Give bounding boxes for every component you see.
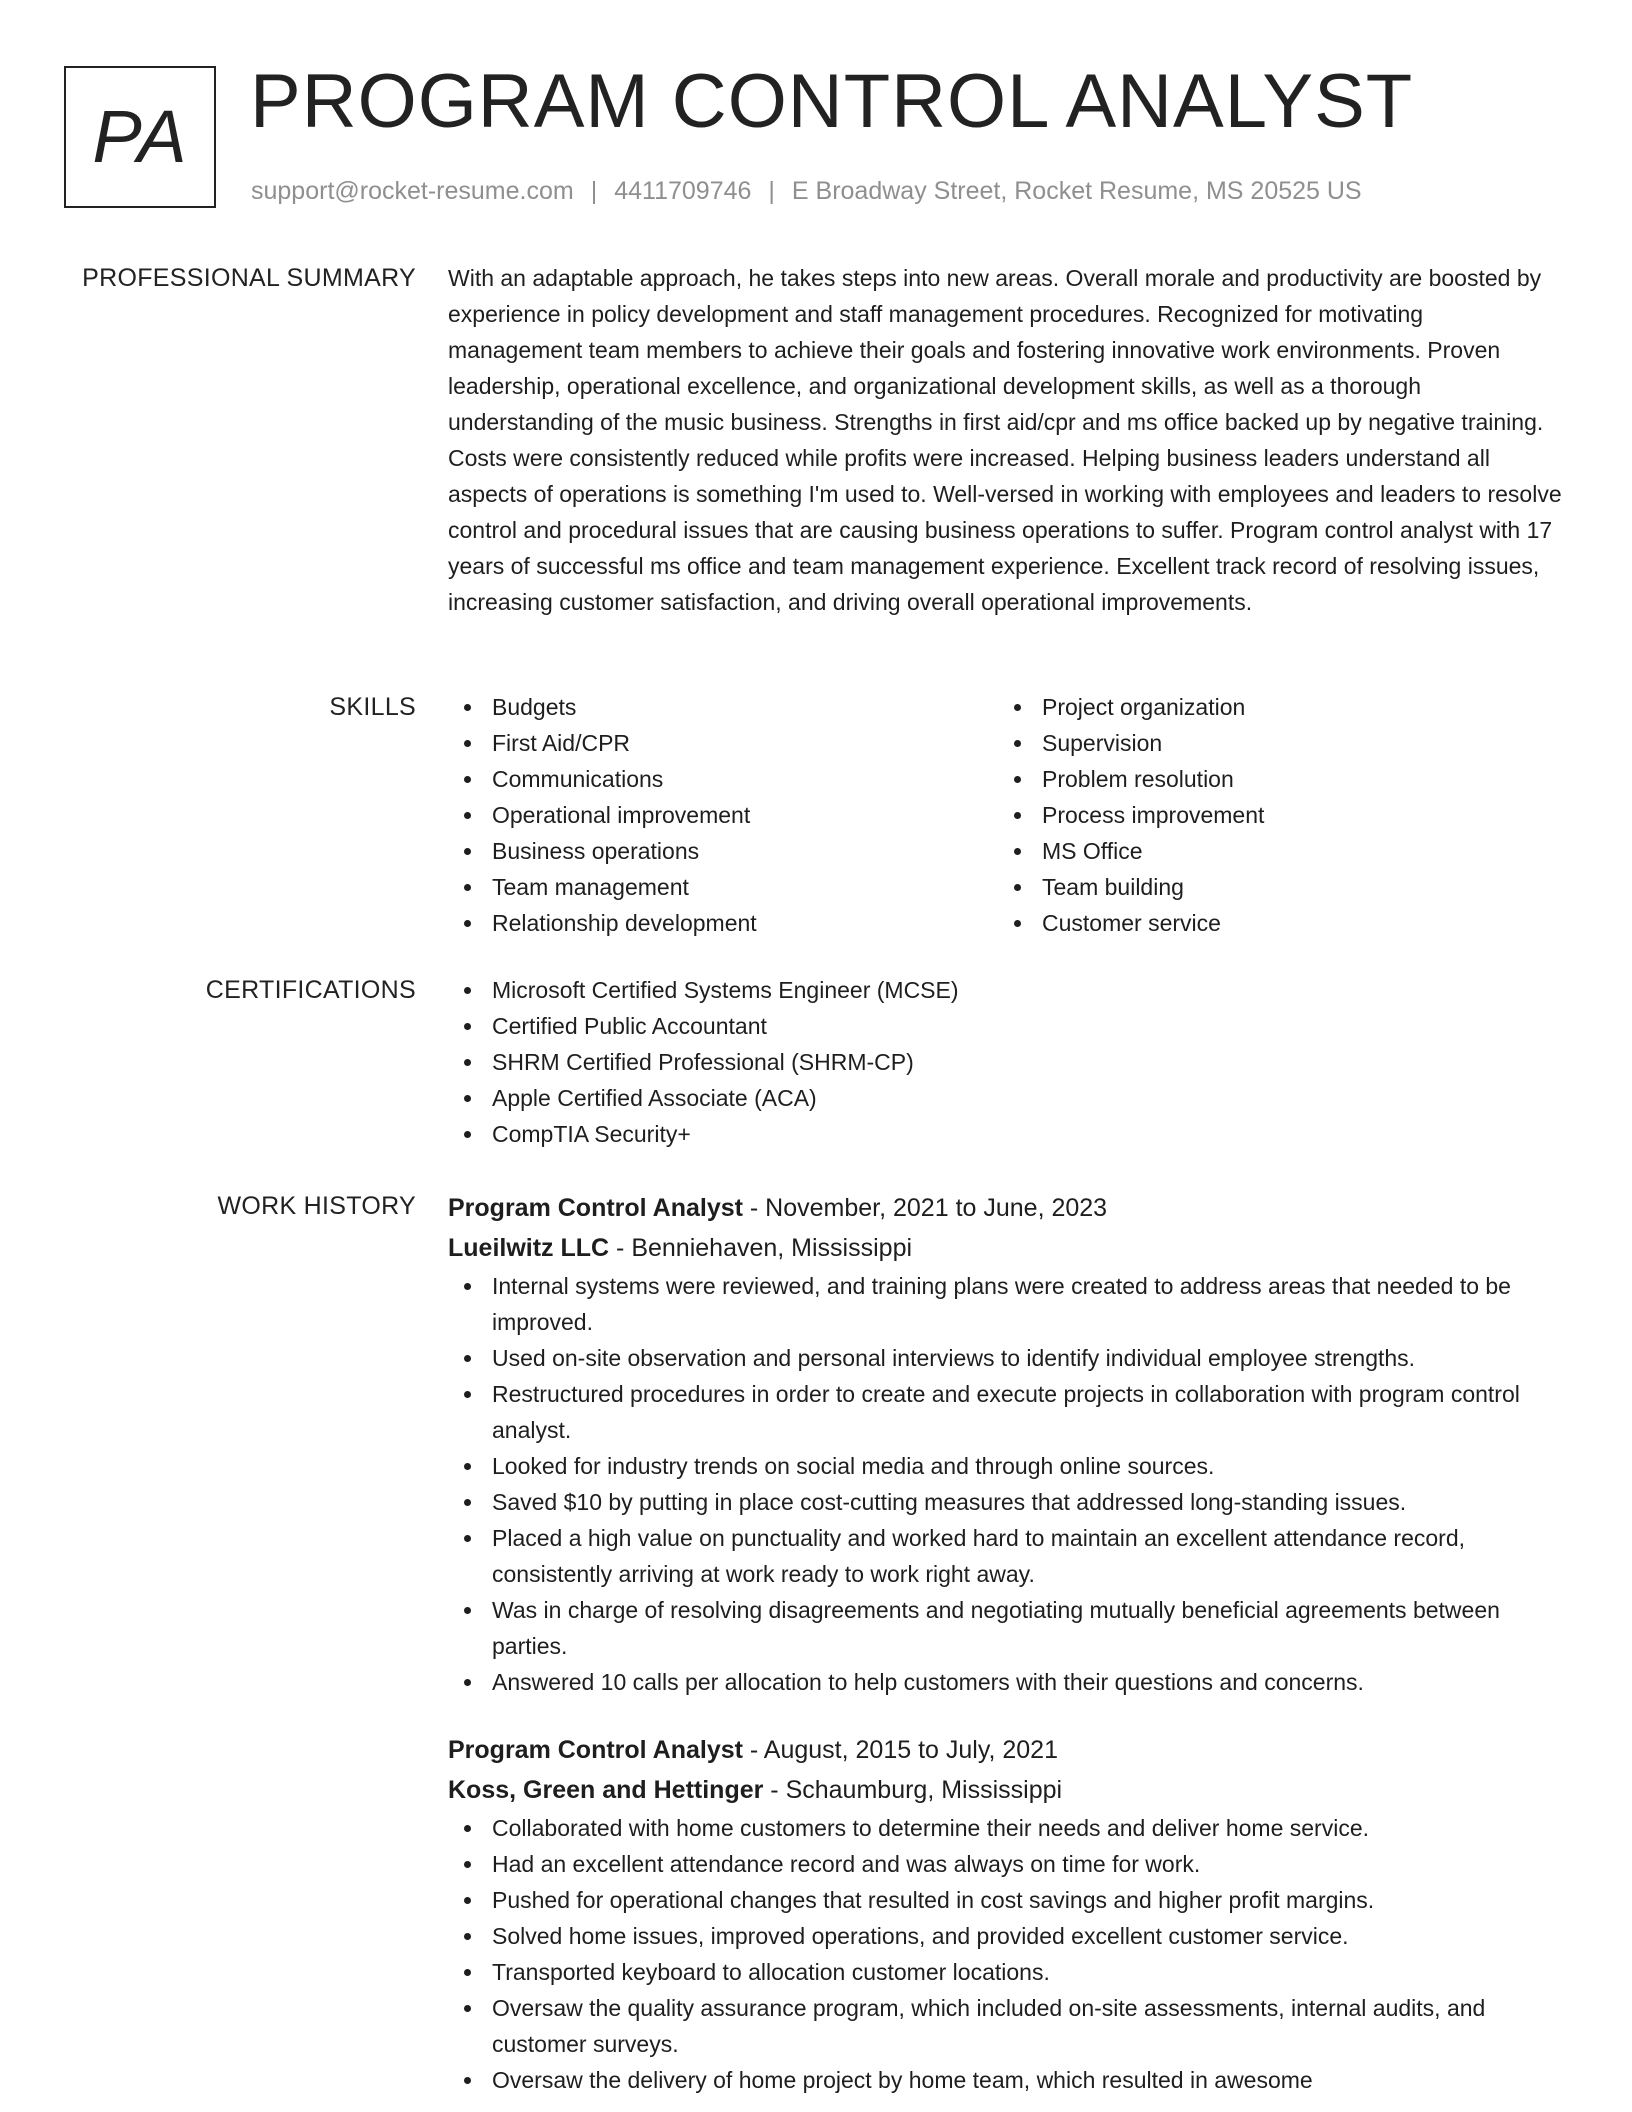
contact-line [251, 174, 1362, 208]
work-history-body [448, 1188, 1563, 2098]
job-role: Program Control Analyst [448, 1736, 743, 1764]
skill-item: Supervision [998, 725, 1548, 761]
skill-item: Project organization [998, 689, 1548, 725]
job-duty-item: Oversaw the delivery of home project by home team, which resulted in awesome [448, 2062, 1563, 2098]
certifications-list [448, 972, 1563, 1152]
certifications-body [448, 972, 1563, 1152]
job-duty-item: Transported keyboard to allocation customer locations. [448, 1954, 1563, 1990]
skills-list-left [448, 689, 998, 941]
job-duty-item: Internal systems were reviewed, and training plans were created to address areas that needed to be improved. [448, 1268, 1563, 1340]
certification-item: CompTIA Security+ [448, 1116, 1563, 1152]
job-duty-item: Answered 10 calls per allocation to help customers with their questions and concerns. [448, 1664, 1563, 1700]
job-duties-list [448, 1268, 1563, 1700]
job-company: Lueilwitz LLC [448, 1234, 610, 1262]
job-duty-item: Placed a high value on punctuality and worked hard to maintain an excellent attendance record, consistently arriving at work ready to work right away. [448, 1520, 1563, 1592]
job-duty-item: Was in charge of resolving disagreements and negotiating mutually beneficial agreements between parties. [448, 1592, 1563, 1664]
work-history-heading: WORK HISTORY [217, 1192, 416, 1220]
skill-item: First Aid/CPR [448, 725, 998, 761]
skill-item: Problem resolution [998, 761, 1548, 797]
job-company: Koss, Green and Hettinger [448, 1776, 764, 1804]
job-entry [448, 1188, 1563, 1700]
summary-heading: PROFESSIONAL SUMMARY [82, 264, 416, 292]
skill-item: Communications [448, 761, 998, 797]
monogram-initials: PA [92, 95, 188, 178]
job-duty-item: Collaborated with home customers to determine their needs and deliver home service. [448, 1810, 1563, 1846]
job-title-line [448, 1730, 1563, 1770]
contact-separator: | [768, 177, 775, 205]
skills-columns [448, 689, 1563, 941]
contact-separator: | [590, 177, 598, 205]
contact-phone[interactable]: 4411709746 [614, 177, 752, 205]
job-title-line [448, 1188, 1563, 1228]
job-entry [448, 1730, 1563, 2098]
job-duty-item: Saved $10 by putting in place cost-cutting measures that addressed long-standing issues. [448, 1484, 1563, 1520]
skills-heading: SKILLS [329, 693, 416, 721]
contact-email[interactable]: support@rocket-resume.com [251, 177, 574, 205]
job-duty-item: Pushed for operational changes that resulted in cost savings and higher profit margins. [448, 1882, 1563, 1918]
job-duty-item: Used on-site observation and personal interviews to identify individual employee strengths. [448, 1340, 1563, 1376]
job-role: Program Control Analyst [448, 1194, 743, 1222]
skill-item: Relationship development [448, 905, 998, 941]
skill-item: Process improvement [998, 797, 1548, 833]
certification-item: Apple Certified Associate (ACA) [448, 1080, 1563, 1116]
job-duties-list [448, 1810, 1563, 2098]
skill-item: Team management [448, 869, 998, 905]
contact-address: E Broadway Street, Rocket Resume, MS 20525 US [791, 177, 1362, 205]
page-title: PROGRAM CONTROL ANALYST [250, 59, 1414, 144]
skill-item: Team building [998, 869, 1548, 905]
monogram-box [64, 66, 216, 208]
skill-item: Operational improvement [448, 797, 998, 833]
summary-text: With an adaptable approach, he takes steps into new areas. Overall morale and productivity are boosted by experience in policy development and staff management procedures. Recognized for motivating management team members to achieve their goals and fostering innovative work environments. Proven leadership, operational excellence, and organizational development skills, as well as a thorough understanding of the music business. Strengths in first aid/cpr and ms office backed up by negative training. Costs were consistently reduced while profits were increased. Helping business leaders understand all aspects of operations is something I'm used to. Well-versed in working with employees and leaders to resolve control and procedural issues that are causing business operations to suffer. Program control analyst with 17 years of successful ms office and team management experience. Excellent track record of resolving issues, increasing customer satisfaction, and driving overall operational improvements. [448, 265, 1562, 615]
skill-item: Customer service [998, 905, 1548, 941]
job-company-line [448, 1770, 1563, 1810]
job-duty-item: Looked for industry trends on social media and through online sources. [448, 1448, 1563, 1484]
job-duty-item: Solved home issues, improved operations, and provided excellent customer service. [448, 1918, 1563, 1954]
job-duty-item: Oversaw the quality assurance program, which included on-site assessments, internal audits, and customer surveys. [448, 1990, 1563, 2062]
job-dates: - August, 2015 to July, 2021 [742, 1736, 1058, 1764]
job-location: - Benniehaven, Mississippi [609, 1234, 913, 1262]
skill-item: MS Office [998, 833, 1548, 869]
certifications-heading: CERTIFICATIONS [205, 976, 416, 1004]
certification-item: SHRM Certified Professional (SHRM-CP) [448, 1044, 1563, 1080]
skills-list-right [998, 689, 1548, 941]
certification-item: Certified Public Accountant [448, 1008, 1563, 1044]
skill-item: Business operations [448, 833, 998, 869]
job-location: - Schaumburg, Mississippi [763, 1776, 1063, 1804]
certification-item: Microsoft Certified Systems Engineer (MCSE) [448, 972, 1563, 1008]
job-company-line [448, 1228, 1563, 1268]
job-duty-item: Restructured procedures in order to create and execute projects in collaboration with program control analyst. [448, 1376, 1563, 1448]
job-dates: - November, 2021 to June, 2023 [742, 1194, 1108, 1222]
skill-item: Budgets [448, 689, 998, 725]
job-duty-item: Had an excellent attendance record and was always on time for work. [448, 1846, 1563, 1882]
